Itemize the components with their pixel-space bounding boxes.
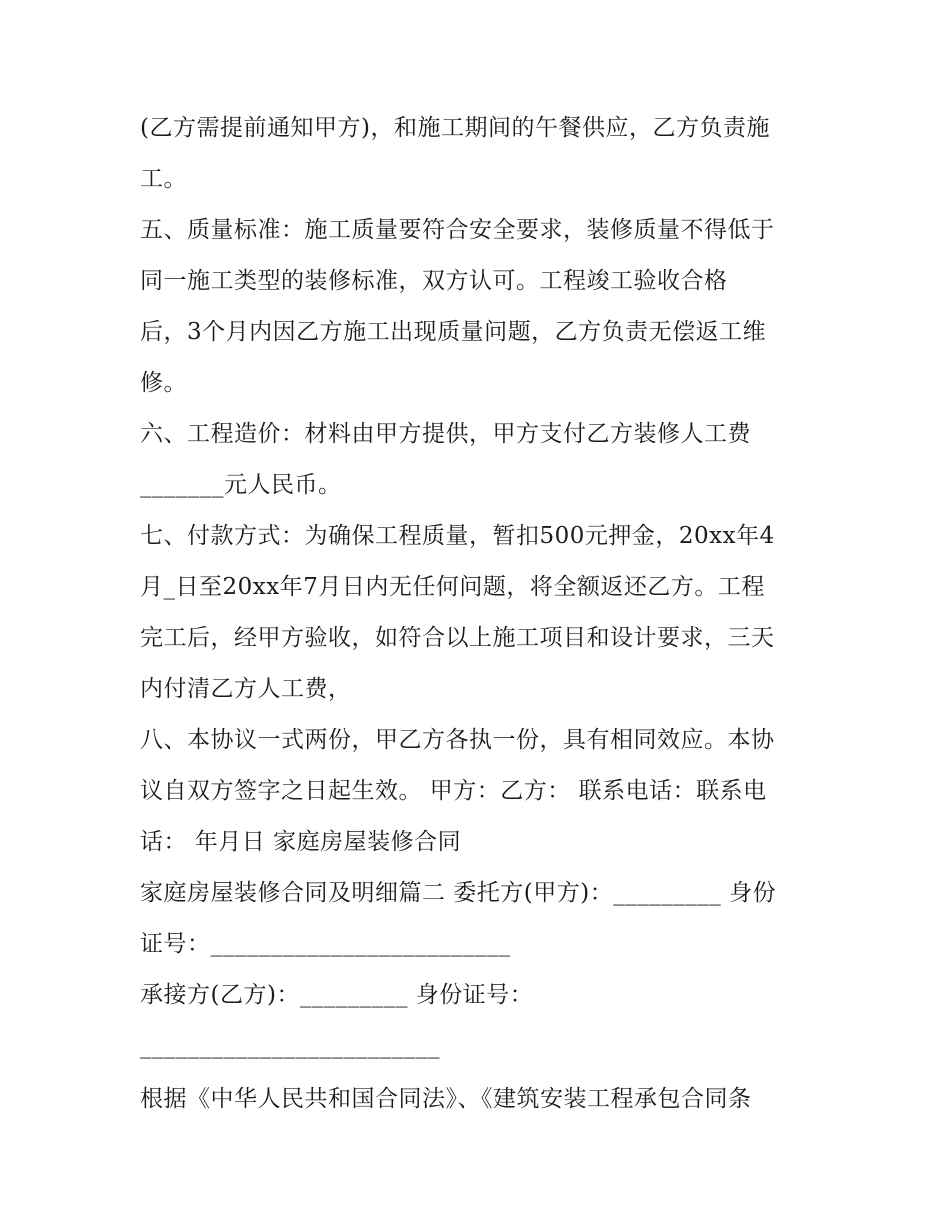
text-line: (乙方需提前通知甲方)，和施工期间的午餐供应，乙方负责施: [140, 115, 770, 141]
document-body: [140, 103, 830, 1125]
text-line: 内付清乙方人工费，: [140, 676, 352, 702]
text-line: 修。: [140, 370, 187, 396]
text-line: 家庭房屋装修合同及明细篇二 委托方(甲方)：_________ 身份: [140, 880, 777, 906]
text-line: 根据《中华人民共和国合同法》、《建筑安装工程承包合同条: [140, 1086, 752, 1112]
text-line: 话： 年月日 家庭房屋装修合同: [140, 829, 462, 855]
text-line: 六、工程造价：材料由甲方提供，甲方支付乙方装修人工费: [140, 421, 751, 447]
text-line: _______元人民币。: [140, 472, 342, 498]
text-line: 月_日至20xx年7月日内无任何问题，将全额返还乙方。工程: [140, 574, 765, 600]
text-line: 工。: [140, 166, 187, 192]
text-line: 同一施工类型的装修标准，双方认可。工程竣工验收合格: [140, 268, 728, 294]
text-line: _________________________: [140, 1033, 440, 1059]
text-line: 八、本协议一式两份，甲乙方各执一份，具有相同效应。本协: [140, 727, 775, 753]
text-line: 五、质量标准：施工质量要符合安全要求，装修质量不得低于: [140, 217, 775, 243]
text-line: 承接方(乙方)：_________ 身份证号：: [140, 982, 534, 1008]
text-line: 七、付款方式：为确保工程质量，暂扣500元押金，20xx年4: [140, 523, 775, 549]
text-line: 完工后，经甲方验收，如符合以上施工项目和设计要求，三天: [140, 625, 775, 651]
text-line: 后，3个月内因乙方施工出现质量问题，乙方负责无偿返工维: [140, 319, 767, 345]
text-line: 议自双方签字之日起生效。 甲方：乙方： 联系电话：联系电: [140, 778, 767, 804]
text-line: 证号：_________________________: [140, 931, 511, 957]
